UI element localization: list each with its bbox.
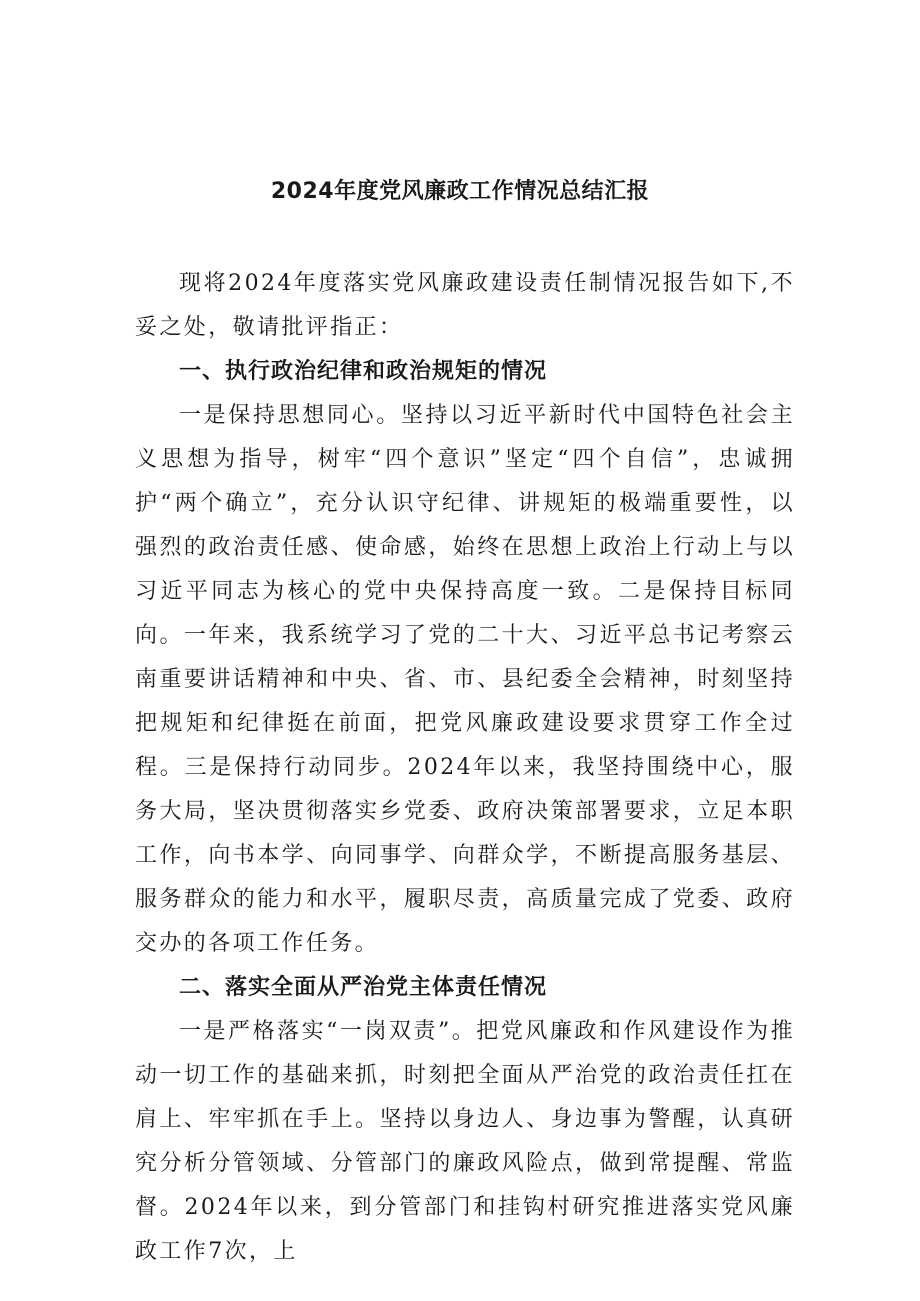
section-2-heading: 二、落实全面从严治党主体责任情况: [179, 975, 548, 1000]
section-1-paragraph: 一是保持思想同心。坚持以习近平新时代中国特色社会主义思想为指导，树牢“四个意识”坚定“四个自信”，忠诚拥护“两个确立”，充分认识守纪律、讲规矩的极端重要性，以强烈的政治责任感、使命感，始终在思想上政治上行动上与以习近平同志为核心的党中央保持高度一致。二是保持目标同向。一年来，我系统学习了党的二十大、习近平总书记考察云南重要讲话精神和中央、省、市、县纪委全会精神，时刻坚持把规矩和纪律挺在前面，把党风廉政建设要求贯穿工作全过程。三是保持行动同步。2024年以来，我坚持围绕中心，服务大局，坚决贯彻落实乡党委、政府决策部署要求，立足本职工作，向书本学、向同事学、向群众学，不断提高服务基层、服务群众的能力和水平，履职尽责，高质量完成了党委、政府交办的各项工作任务。: [135, 403, 795, 956]
section-1-heading: 一、执行政治纪律和政治规矩的情况: [179, 359, 548, 384]
document-body: [135, 262, 795, 1274]
section-2-paragraph: 一是严格落实“一岗双责”。把党风廉政和作风建设作为推动一切工作的基础来抓，时刻把全面从严治党的政治责任扛在肩上、牢牢抓在手上。坚持以身边人、身边事为警醒，认真研究分析分管领域、分管部门的廉政风险点，做到常提醒、常监督。2024年以来，到分管部门和挂钩村研究推进落实党风廉政工作7次，上: [135, 1019, 795, 1264]
document-title: 2024年度党风廉政工作情况总结汇报: [270, 179, 650, 204]
intro-paragraph: 现将2024年度落实党风廉政建设责任制情况报告如下,不妥之处，敬请批评指正：: [135, 271, 795, 340]
